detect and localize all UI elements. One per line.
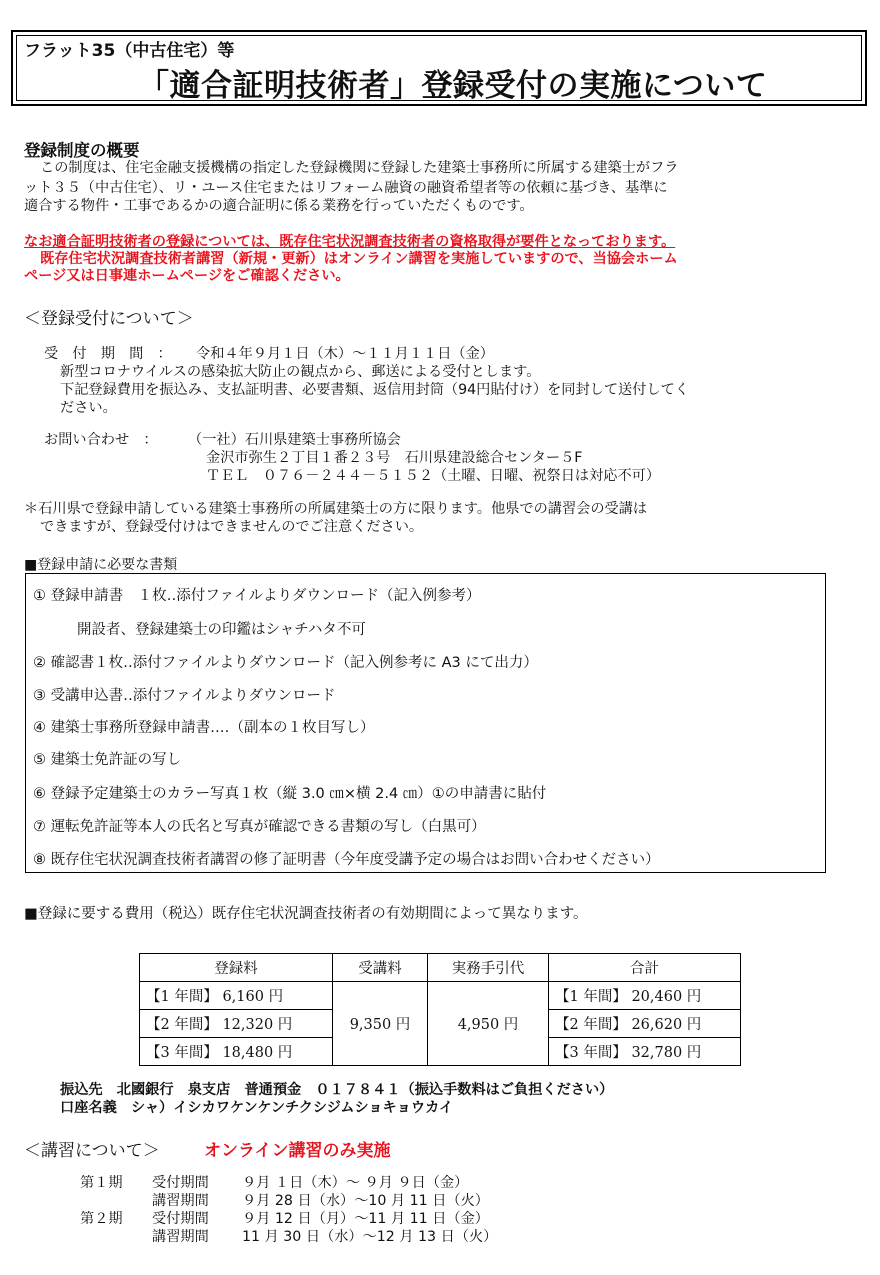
document-item: ⑦ 運転免許証等本人の氏名と写真が確認できる書類の写し（白黒可） [33,819,486,835]
contact-label: お問い合わせ ： [44,432,158,448]
overview-line-3: 適合する物件・工事であるかの適合証明に係る業務を行っていただくものです。 [24,198,534,214]
course-value: ９月 28 日（水）～10 月 11 日（火） [242,1193,489,1209]
overview-line-2: ット３５（中古住宅）、リ・ユース住宅またはリフォーム融資の融資希望者等の依頼に基づき、基準に [24,180,668,196]
course-term-2: 第２期 [80,1211,123,1227]
document-item-note: 開設者、登録建築士の印鑑はシャチハタ不可 [77,622,366,638]
contact-org: （一社）石川県建築士事務所協会 [188,432,401,448]
col-registration-fee: 登録料 [140,954,333,982]
total-3yr: 【3 年間】 32,780 円 [549,1038,741,1066]
fee-table-header [140,954,741,982]
course-label: 講習期間 [152,1193,209,1209]
document-item: ② 確認書１枚‥添付ファイルよりダウンロード（記入例参考に A3 にて出力） [33,655,538,671]
document-item: ⑤ 建築士免許証の写し [33,752,182,768]
document-item: ③ 受講申込書‥添付ファイルよりダウンロード [33,688,336,704]
period-line-2: 下記登録費用を振込み、支払証明書、必要書類、返信用封筒（94円貼付け）を同封して送付してく [60,382,689,398]
note-line-2: できますが、登録受付けはできませんのでご注意ください。 [40,519,424,535]
course-term-1: 第１期 [80,1175,123,1191]
course-value: ９月 １日（木）～ ９月 ９日（金） [242,1175,469,1191]
fee-table [139,953,741,1066]
course-label: 講習期間 [152,1229,209,1245]
course-label: 受付期間 [152,1211,209,1227]
registration-fee-2yr: 【2 年間】 12,320 円 [140,1010,333,1038]
course-value: ９月 12 日（月）～11 月 11 日（金） [242,1211,489,1227]
course-heading-online: オンライン講習のみ実施 [204,1141,391,1161]
total-2yr: 【2 年間】 26,620 円 [549,1010,741,1038]
course-heading: ＜講習について＞ [24,1141,160,1161]
notice-line-3: ページ又は日事連ホームページをご確認ください。 [24,268,350,284]
manual-fee: 4,950 円 [428,982,549,1066]
document-item: ④ 建築士事務所登録申請書‥‥（副本の１枚目写し） [33,720,375,736]
bank-line-2: 口座名義 シャ）イシカワケンケンチクシジムショキョウカイ [60,1100,454,1116]
col-manual-fee: 実務手引代 [428,954,549,982]
overview-heading: 登録制度の概要 [24,141,140,160]
document-item: ① 登録申請書 １枚‥添付ファイルよりダウンロード（記入例参考） [33,588,481,604]
period-value: 令和４年９月１日（木）～１１月１１日（金） [196,346,494,362]
overview-line-1: この制度は、住宅金融支援機構の指定した登録機関に登録した建築士事務所に所属する建築士がフラ [40,160,679,176]
document-item: ⑧ 既存住宅状況調査技術者講習の修了証明書（今年度受講予定の場合はお問い合わせください） [33,852,660,868]
fee-row [140,982,741,1010]
period-label: 受 付 期 間 ： [44,346,172,362]
total-1yr: 【1 年間】 20,460 円 [549,982,741,1010]
col-total: 合計 [549,954,741,982]
registration-heading: ＜登録受付について＞ [24,309,194,329]
header-subtitle: フラット35（中古住宅）等 [24,41,235,61]
registration-fee-1yr: 【1 年間】 6,160 円 [140,982,333,1010]
course-fee: 9,350 円 [333,982,428,1066]
registration-fee-3yr: 【3 年間】 18,480 円 [140,1038,333,1066]
col-course-fee: 受講料 [333,954,428,982]
period-line-3: ださい。 [60,400,117,416]
contact-address: 金沢市弥生２丁目１番２３号 石川県建設総合センター５F [206,450,583,466]
documents-heading: ■登録申請に必要な書類 [24,557,178,573]
notice-line-1: なお適合証明技術者の登録については、既存住宅状況調査技術者の資格取得が要件となっております。 [24,234,676,250]
note-line-1: ＊石川県で登録申請している建築士事務所の所属建築士の方に限ります。他県での講習会の受講は [24,501,648,517]
notice-line-2: 既存住宅状況調査技術者講習（新規・更新）はオンライン講習を実施していますので、当協会ホーム [40,251,678,267]
fees-heading: ■登録に要する費用（税込）既存住宅状況調査技術者の有効期間によって異なります。 [24,906,588,922]
course-label: 受付期間 [152,1175,209,1191]
document-item: ⑥ 登録予定建築士のカラー写真１枚（縦 3.0 ㎝×横 2.4 ㎝）①の申請書に貼付 [33,786,547,802]
course-value: 11 月 30 日（水）～12 月 13 日（火） [242,1229,498,1245]
page-title: 「適合証明技術者」登録受付の実施について [138,68,768,104]
contact-tel: ＴＥＬ ０７６－２４４－５１５２（土曜、日曜、祝祭日は対応不可） [206,468,661,484]
period-line-1: 新型コロナウイルスの感染拡大防止の観点から、郵送による受付とします。 [60,364,541,380]
bank-line-1: 振込先 北國銀行 泉支店 普通預金 ０１７８４１（振込手数料はご負担ください） [60,1082,614,1098]
